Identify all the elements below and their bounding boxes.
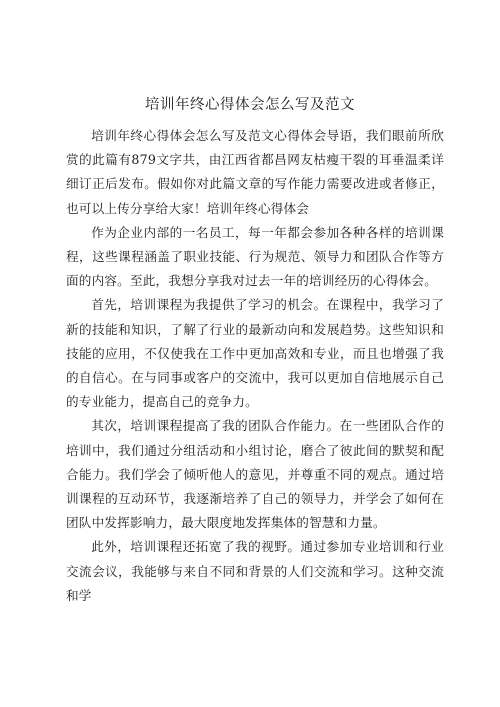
document-title: 培训年终心得体会怎么写及范文	[145, 97, 355, 113]
paragraph: 作为企业内部的一名员工，每一年都会参加各种各样的培训课程，这些课程涵盖了职业技能、行为规范、领导力和团队合作等方面的内容。至此，我想分享我对过去一年的培训经历的心得体会。	[66, 224, 444, 289]
paragraph: 首先，培训课程为我提供了学习的机会。在课程中，我学习了新的技能和知识，了解了行业的最新动向和发展趋势。这些知识和技能的应用，不仅使我在工作中更加高效和专业，而且也增强了我的自信心。在与同事或客户的交流中，我可以更加自信地展示自己的专业能力，提高自己的竞争力。	[66, 297, 444, 410]
paragraph: 其次，培训课程提高了我的团队合作能力。在一些团队合作的培训中，我们通过分组活动和小组讨论，磨合了彼此间的默契和配合能力。我们学会了倾听他人的意见，并尊重不同的观点。通过培训课程的互动环节，我逐渐培养了自己的领导力，并学会了如何在团队中发挥影响力，最大限度地发挥集体的智慧和力量。	[66, 418, 444, 531]
document-body	[66, 124, 444, 608]
paragraph: 培训年终心得体会怎么写及范文心得体会导语，我们眼前所欣赏的此篇有879文字共，由江西省都昌网友枯瘦干裂的耳垂温柔详细订正后发布。假如你对此篇文章的写作能力需要改进或者修正，也可以上传分享给大家！培训年终心得体会	[66, 128, 444, 216]
paragraph: 此外，培训课程还拓宽了我的视野。通过参加专业培训和行业交流会议，我能够与来自不同和背景的人们交流和学习。这种交流和学	[66, 539, 444, 603]
